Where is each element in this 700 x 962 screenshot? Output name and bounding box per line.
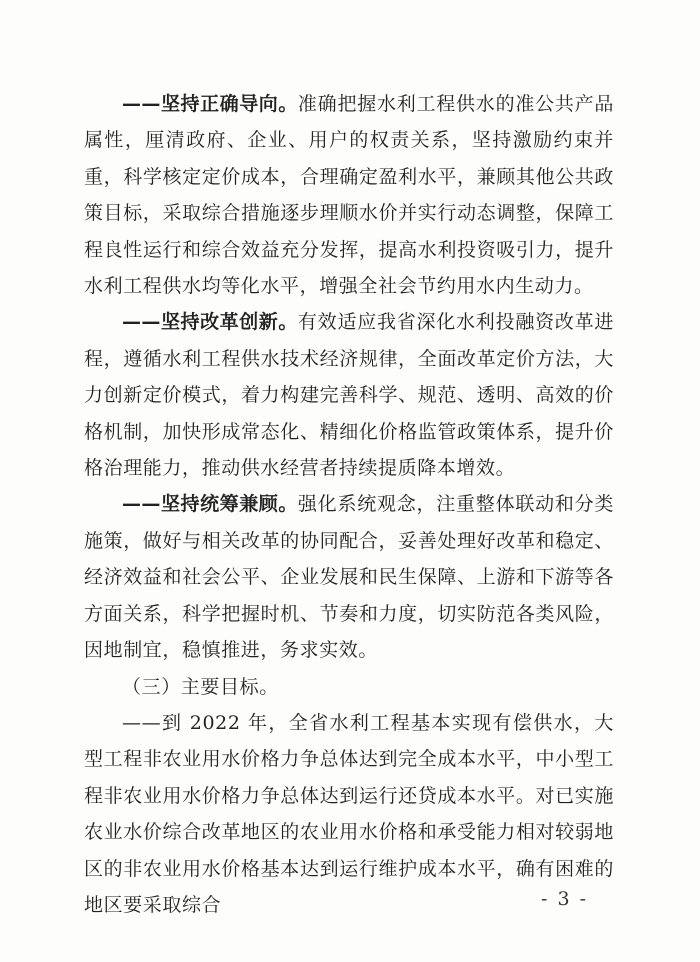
paragraph-text: 有效适应我省深化水利投融资改革进程，遵循水利工程供水技术经济规律，全面改革定价方法，大力创新定价模式，着力构建完善科学、规范、透明、高效的价格机制，加快形成常态化、精细化价格监管政策体系，提升价格治理能力，推动供水经营者持续提质降本增效。 xyxy=(84,311,614,480)
page-number: - 3 - xyxy=(540,888,588,910)
principle-paragraph-reform-innovation xyxy=(84,304,614,486)
section-heading-main-goals: （三）主要目标。 xyxy=(122,675,279,698)
principle-paragraph-overall-planning xyxy=(84,486,614,668)
paragraph-lead-heading: ——坚持统筹兼顾。 xyxy=(122,493,298,516)
paragraph-lead-heading: ——坚持正确导向。 xyxy=(122,93,298,115)
goal-paragraph: ——到 2022 年，全省水利工程基本实现有偿供水，大型工程非农业用水价格力争总体达到完全成本水平，中小型工程非农业用水价格力争总体达到运行还贷成本水平。对已实施农业水价综合改革地区的农业用水价格和承受能力相对较弱地区的非农业用水价格基本达到运行维护成本水平，确有困难的地区要采取综合 xyxy=(84,711,614,916)
paragraph-text: 准确把握水利工程供水的准公共产品属性，厘清政府、企业、用户的权责关系，坚持激励约束并重，科学核定定价成本，合理确定盈利水平，兼顾其他公共政策目标，采取综合措施逐步理顺水价并实行动态调整，保障工程良性运行和综合效益充分发挥，提高水利投资吸引力，提升水利工程供水均等化水平，增强全社会节约用水内生动力。 xyxy=(84,93,614,298)
principle-paragraph-correct-direction xyxy=(84,86,614,304)
paragraph-text: 强化系统观念，注重整体联动和分类施策，做好与相关改革的协同配合，妥善处理好改革和稳定、经济效益和社会公平、企业发展和民生保障、上游和下游等各方面关系，科学把握时机、节奏和力度，切实防范各类风险，因地制宜，稳慎推进，务求实效。 xyxy=(84,493,614,662)
document-body xyxy=(84,86,614,923)
paragraph-lead-heading: ——坚持改革创新。 xyxy=(122,311,298,334)
